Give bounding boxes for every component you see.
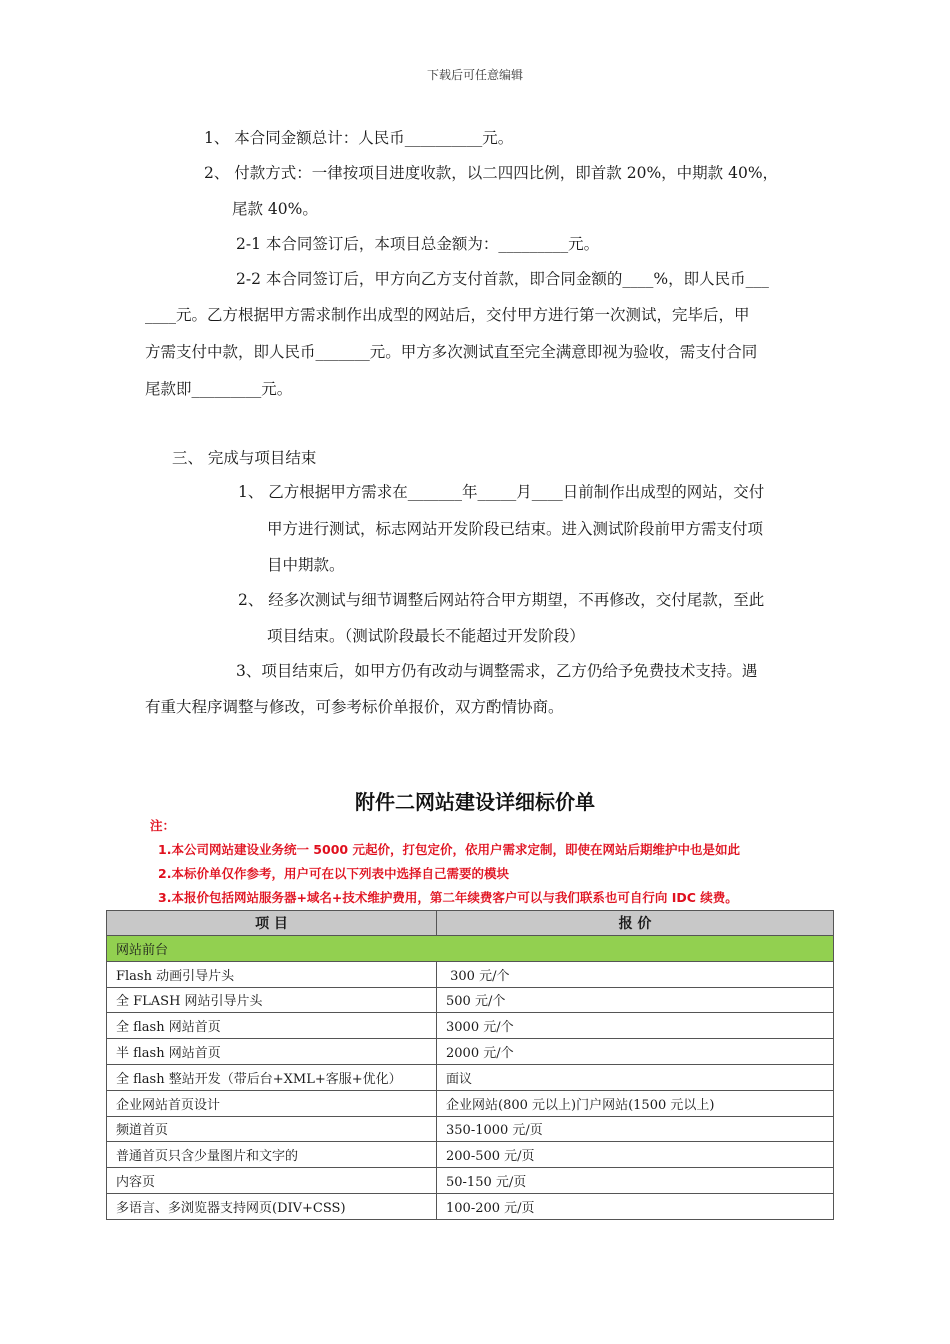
table-row bbox=[107, 1193, 834, 1219]
payment-sub-2-2-line-3: 方需支付中款，即人民币_______元。甲方多次测试直至完全满意即视为验收，需支付合同 bbox=[145, 343, 758, 361]
row-price: 50-150 元/页 bbox=[437, 1168, 834, 1194]
table-row bbox=[107, 1116, 834, 1142]
note-3: 3.本报价包括网站服务器+域名+技术维护费用，第二年续费客户可以与我们联系也可自行向 IDC 续费。 bbox=[158, 890, 738, 905]
note-label: 注： bbox=[150, 818, 176, 833]
payment-item-2-line-2: 尾款 40%。 bbox=[232, 200, 318, 218]
section-label-frontend: 网站前台 bbox=[107, 936, 834, 962]
table-row bbox=[107, 987, 834, 1013]
section-3-item-2-line-1: 2、 经多次测试与细节调整后网站符合甲方期望，不再修改，交付尾款，至此 bbox=[238, 591, 765, 609]
payment-item-2-line-1: 2、 付款方式：一律按项目进度收款，以二四四比例，即首款 20%，中期款 40%， bbox=[204, 164, 779, 182]
row-item: 普通首页只含少量图片和文字的 bbox=[107, 1142, 437, 1168]
note-2: 2.本标价单仅作参考，用户可在以下列表中选择自己需要的模块 bbox=[158, 866, 509, 881]
row-price: 350-1000 元/页 bbox=[437, 1116, 834, 1142]
row-item: 半 flash 网站首页 bbox=[107, 1039, 437, 1065]
row-price: 100-200 元/页 bbox=[437, 1193, 834, 1219]
table-row bbox=[107, 1064, 834, 1090]
payment-sub-2-2-line-1: 2-2 本合同签订后，甲方向乙方支付首款，即合同金额的____%，即人民币___ bbox=[236, 270, 769, 288]
table-row bbox=[107, 1142, 834, 1168]
table-row bbox=[107, 1168, 834, 1194]
table-section-row bbox=[107, 936, 834, 962]
row-price: 面议 bbox=[437, 1064, 834, 1090]
row-price: 200-500 元/页 bbox=[437, 1142, 834, 1168]
payment-sub-2-2-line-4: 尾款即_________元。 bbox=[145, 380, 293, 398]
table-header-row bbox=[107, 911, 834, 936]
payment-sub-2-2-line-2: ____元。乙方根据甲方需求制作出成型的网站后，交付甲方进行第一次测试，完毕后，甲 bbox=[145, 306, 750, 324]
row-price: 3000 元/个 bbox=[437, 1013, 834, 1039]
row-price: 2000 元/个 bbox=[437, 1039, 834, 1065]
appendix-title: 附件二网站建设详细标价单 bbox=[355, 790, 595, 814]
section-3-item-1-line-2: 甲方进行测试，标志网站开发阶段已结束。进入测试阶段前甲方需支付项 bbox=[267, 520, 764, 538]
section-3-item-3-line-2: 有重大程序调整与修改，可参考标价单报价，双方酌情协商。 bbox=[145, 698, 564, 716]
payment-sub-2-1: 2-1 本合同签订后，本项目总金额为：_________元。 bbox=[236, 235, 600, 253]
row-item: 全 flash 网站首页 bbox=[107, 1013, 437, 1039]
table-row bbox=[107, 1039, 834, 1065]
section-3-item-3-line-1: 3、项目结束后，如甲方仍有改动与调整需求，乙方仍给予免费技术支持。遇 bbox=[236, 662, 758, 680]
table-row bbox=[107, 1090, 834, 1116]
section-3-item-1-line-1: 1、 乙方根据甲方需求在_______年_____月____日前制作出成型的网站，交付 bbox=[238, 483, 765, 501]
section-3-heading: 三、 完成与项目结束 bbox=[172, 449, 317, 467]
row-price: 300 元/个 bbox=[437, 961, 834, 987]
row-item: 频道首页 bbox=[107, 1116, 437, 1142]
header-note: 下载后可任意编辑 bbox=[426, 68, 523, 82]
note-1: 1.本公司网站建设业务统一 5000 元起价，打包定价，依用户需求定制，即使在网站后期维护中也是如此 bbox=[158, 842, 740, 857]
price-table bbox=[106, 910, 834, 1220]
column-header-item: 项 目 bbox=[107, 911, 437, 936]
column-header-price: 报 价 bbox=[437, 911, 834, 936]
row-item: 全 flash 整站开发（带后台+XML+客服+优化） bbox=[107, 1064, 437, 1090]
row-item: 全 FLASH 网站引导片头 bbox=[107, 987, 437, 1013]
section-3-item-1-line-3: 目中期款。 bbox=[267, 556, 345, 574]
table-row bbox=[107, 961, 834, 987]
row-item: Flash 动画引导片头 bbox=[107, 961, 437, 987]
section-3-item-2-line-2: 项目结束。（测试阶段最长不能超过开发阶段） bbox=[267, 627, 585, 645]
payment-item-1: 1、 本合同金额总计：人民币__________元。 bbox=[204, 129, 514, 147]
row-price: 500 元/个 bbox=[437, 987, 834, 1013]
row-item: 多语言、多浏览器支持网页(DIV+CSS) bbox=[107, 1193, 437, 1219]
row-price: 企业网站(800 元以上)门户网站(1500 元以上) bbox=[437, 1090, 834, 1116]
row-item: 企业网站首页设计 bbox=[107, 1090, 437, 1116]
row-item: 内容页 bbox=[107, 1168, 437, 1194]
table-row bbox=[107, 1013, 834, 1039]
